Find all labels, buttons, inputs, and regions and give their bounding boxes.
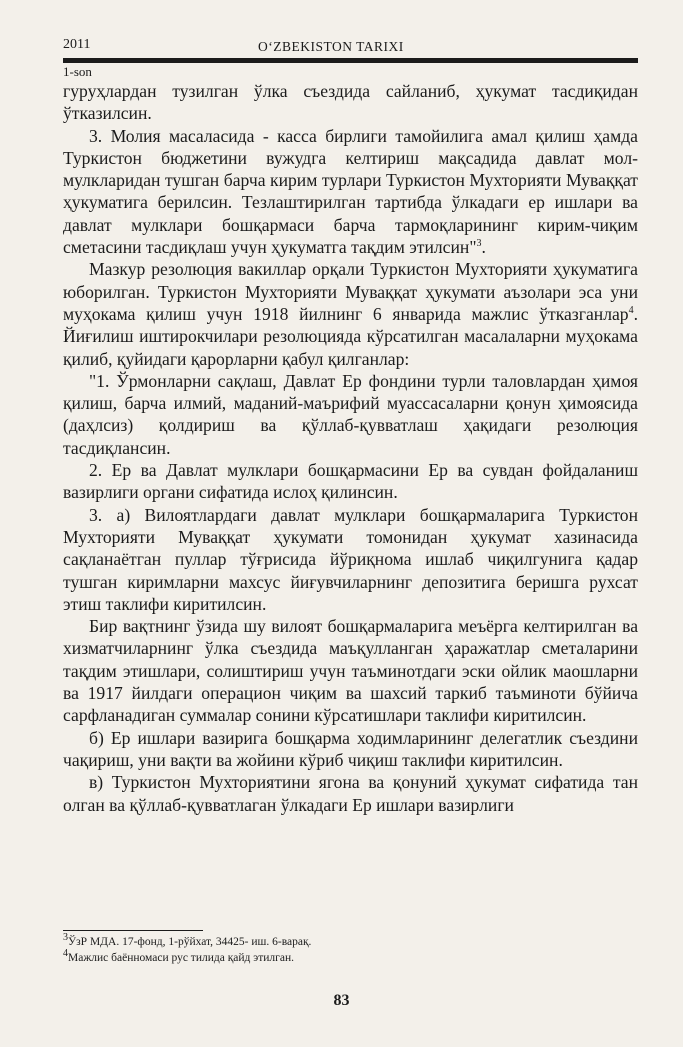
paragraph: в) Туркистон Мухториятини ягона ва қонуний ҳукумат сифатида тан олган ва қўллаб-қувватлаган ўлкадаги Ер ишлари вазирлиги <box>63 772 638 815</box>
footnote <box>63 934 638 950</box>
journal-title: O‘ZBEKISTON TARIXI <box>258 39 404 54</box>
article-body <box>63 80 638 816</box>
paragraph: "1. Ўрмонларни сақлаш, Давлат Ер фондини турли таловлардан ҳимоя қилиш, барча илмий, маданий-маърифий муассасаларни қонун ҳимоясида (даҳлсиз) қолдириш ва қўллаб-қувватлаш ҳақидаги резолюция тасдиқлансин. <box>63 370 638 458</box>
paragraph: б) Ер ишлари вазирига бошқарма ходимларининг делегатлик съездини чақириш, уни вақти ва жойини кўриб чиқиш таклифи киритилсин. <box>63 727 638 770</box>
paragraph: Бир вақтнинг ўзида шу вилоят бошқармаларига меъёрга келтирилган ва хизматчиларнинг ўлка съездида маъқулланган ҳаражатлар сметаларини тақдим этишлари, солиштириш учун таъминотдаги эски ойлик маошларни ва 1917 йилдаги операцион чиқим ва шахсий таркиб таъминоти бўйича сарфланадиган суммалар сонини кўрсатишлари таклифи киритилсин. <box>63 616 638 726</box>
paragraph <box>63 258 638 369</box>
paragraph-text: . Йиғилиш иштирокчилари резолюцияда кўрсатилган масалаларни муҳокама қилиб, қуйидаги қарорларни қабул қилганлар: <box>63 303 638 369</box>
footnote <box>63 950 638 966</box>
footnote-ref: 4 <box>628 305 634 317</box>
header-rule <box>63 58 638 63</box>
footnote-ref: 3 <box>476 238 482 250</box>
paragraph-text: Мазкур резолюция вакиллар орқали Туркистон Мухторияти ҳукуматига юборилган. Туркистон Мухторияти Муваққат ҳукумати аъзолари эса уни муҳокама қилиш учун 1918 йилнинг 6 январида мажлис ўтказганлар <box>63 259 638 324</box>
paragraph: 3. Молия масаласида - касса бирлиги тамойилига амал қилиш ҳамда Туркистон бюджетини вужудга келтириш мақсадида давлат мол-мулкларидан тушган барча кирим турлари Туркистон Мухторияти Муваққат ҳукуматига берилсин. Тезлаштирилган тартибда ўлкадаги ер ишлари ва давлат мулклари бошқармаси барча тармоқларининг кирим-чиқим сметасини тасдиқлаш учун ҳукуматга тақдим этилсин"$^3$. <box>63 125 638 258</box>
footnotes <box>63 934 638 966</box>
footnote-text: ЎзР МДА. 17-фонд, 1-рўйхат, 34425- иш. 6-варақ. <box>68 936 312 948</box>
paragraph: гуруҳлардан тузилган ўлка съездида сайланиб, ҳукумат тасдиқидан ўтказилсин. <box>63 81 638 124</box>
footnote-number: 3 <box>63 932 68 944</box>
footnote-rule <box>63 930 203 931</box>
paragraph: 2. Ер ва Давлат мулклари бошқармасини Ер ва сувдан фойдаланиш вазирлиги органи сифатида ислоҳ қилинсин. <box>63 460 638 503</box>
footnote-text: Мажлис баённомаси рус тилида қайд этилган. <box>68 952 294 964</box>
issue-number: 1-son <box>63 64 92 79</box>
header-year: 2011 <box>63 37 91 52</box>
footnote-number: 4 <box>63 948 68 960</box>
paragraph-text: 3. Молия масаласида - касса бирлиги тамойилига амал қилиш ҳамда Туркистон бюджетини вужудга келтириш мақсадида давлат мол-мулкларидан тушган барча кирим турлари Туркистон Мухторияти Муваққат ҳукуматига берилсин. Тезлаштирилган тартибда ўлкадаги ер ишлари ва давлат мулклари бошқармаси барча тармоқларининг кирим-чиқим сметасини тасдиқлаш учун ҳукуматга тақдим этилсин" <box>63 125 638 258</box>
paragraph: 3. а) Вилоятлардаги давлат мулклари бошқармаларига Туркистон Мухторияти Муваққат ҳукумати томонидан ҳукумат хазинасида сақланаётган пуллар тўғрисида йўриқнома ишлаб чиқилгунига қадар тушган киримларни махсус йиғувчиларнинг депозитига беришга рухсат этиш таклифи киритилсин. <box>63 504 638 614</box>
page-number: 83 <box>333 992 350 1009</box>
